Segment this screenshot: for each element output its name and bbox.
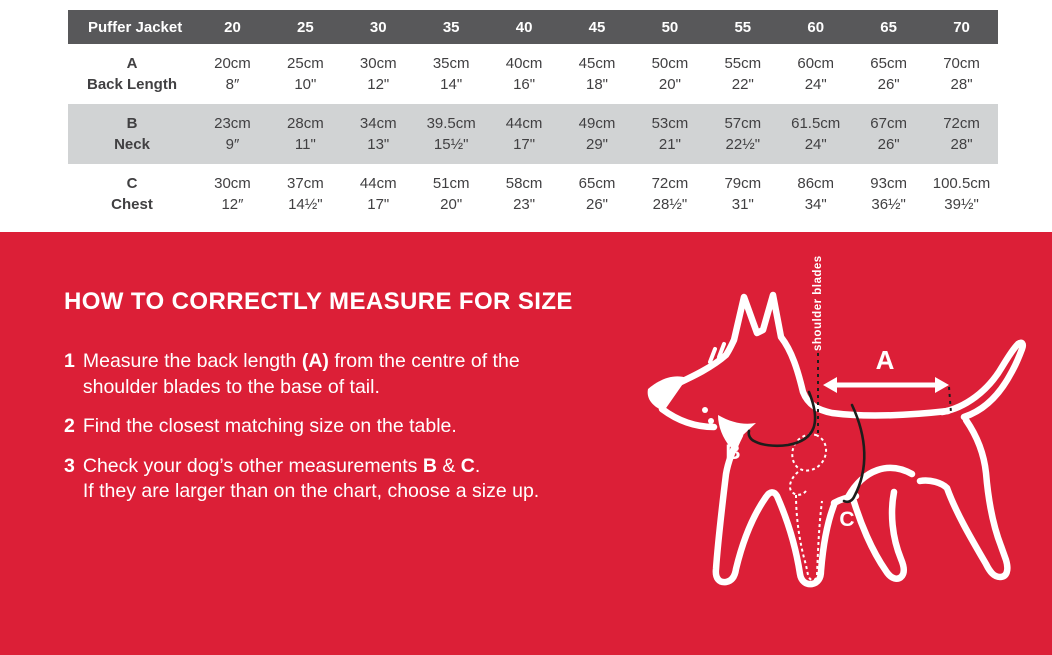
cell-cm: 72cm — [943, 115, 980, 132]
cell-inch: 9″ — [225, 136, 240, 153]
cell-cm: 25cm — [287, 55, 324, 72]
row-name: Chest — [111, 196, 153, 213]
cell-inch: 12″ — [221, 196, 244, 213]
step-line — [83, 479, 539, 505]
cell-inch: 28" — [950, 136, 973, 153]
cell-inch: 20" — [658, 76, 681, 93]
cell-inch: 34" — [804, 196, 827, 213]
table-cell — [925, 173, 998, 215]
cell-inch: 39½" — [944, 196, 979, 213]
cell-cm: 35cm — [432, 55, 470, 72]
table-row — [68, 164, 998, 224]
cell-inch: 13" — [367, 136, 390, 153]
cell-cm: 67cm — [870, 115, 907, 132]
table-cell — [269, 113, 342, 155]
table-cell — [852, 173, 925, 215]
cell-inch: 26" — [877, 76, 900, 93]
shoulder-joint-dotted-outline — [790, 472, 806, 495]
step-segment: If they are larger than on the chart, choose a size up. — [82, 480, 540, 502]
table-cell — [706, 53, 779, 95]
cell-cm: 39.5cm — [426, 115, 476, 132]
cell-cm: 65cm — [578, 175, 616, 192]
table-header-size: 65 — [880, 18, 897, 36]
table-header-size: 25 — [297, 18, 314, 36]
row-label-cell — [68, 53, 196, 95]
instruction-step — [64, 349, 624, 400]
table-cell — [196, 53, 269, 95]
cell-inch: 14" — [440, 76, 463, 93]
table-header-size: 60 — [807, 18, 825, 36]
step-segment: C — [460, 454, 475, 477]
cell-inch: 11" — [294, 136, 316, 153]
cell-cm: 45cm — [578, 55, 616, 72]
cell-cm: 44cm — [359, 175, 397, 192]
step-number: 1 — [64, 350, 75, 372]
label-a: A — [875, 345, 895, 375]
instruction-step — [64, 414, 624, 440]
cell-cm: 53cm — [651, 115, 689, 132]
row-label-cell — [68, 113, 196, 155]
cell-cm: 37cm — [287, 175, 324, 192]
dog-head-back-outline — [654, 295, 948, 416]
step-segment: B — [422, 454, 437, 477]
table-cell — [415, 113, 488, 155]
step-segment: Check your dog’s other measurements — [82, 454, 423, 477]
cell-inch: 22½" — [725, 136, 761, 153]
row-letter: C — [126, 175, 138, 192]
table-cell — [561, 113, 634, 155]
table-cell — [488, 113, 561, 155]
cell-cm: 30cm — [214, 175, 251, 192]
dog-tail — [942, 343, 1023, 417]
table-body — [68, 44, 998, 224]
instruction-steps — [64, 349, 624, 519]
cell-cm: 58cm — [505, 175, 543, 192]
step-line — [83, 454, 539, 480]
cell-inch: 28" — [950, 76, 973, 93]
step-line — [83, 375, 520, 401]
cell-inch: 29" — [585, 136, 608, 153]
table-row — [68, 104, 998, 164]
table-cell — [415, 173, 488, 215]
table-cell — [561, 173, 634, 215]
cell-inch: 31" — [731, 196, 754, 213]
cell-inch: 24" — [804, 76, 827, 93]
table-cell — [779, 173, 852, 215]
label-c: C — [839, 508, 855, 531]
dog-nose-patch — [648, 376, 687, 411]
table-cell — [488, 53, 561, 95]
step-segment: (A) — [301, 350, 329, 372]
table-cell — [779, 113, 852, 155]
cell-cm: 70cm — [943, 55, 980, 72]
table-header-label: Puffer Jacket — [88, 18, 183, 36]
cell-cm: 72cm — [651, 175, 689, 192]
table-cell — [269, 173, 342, 215]
table-header-size: 45 — [588, 18, 606, 36]
table-header-size: 55 — [734, 18, 752, 36]
cell-cm: 57cm — [724, 115, 762, 132]
cell-inch: 21" — [658, 136, 681, 153]
cell-cm: 34cm — [359, 115, 397, 132]
cell-inch: 28½" — [652, 196, 688, 213]
cell-cm: 86cm — [797, 175, 835, 192]
size-table — [68, 10, 998, 224]
cell-cm: 65cm — [870, 55, 907, 72]
table-cell — [633, 113, 706, 155]
table-header-row — [68, 10, 998, 44]
cell-cm: 23cm — [214, 115, 251, 132]
cell-cm: 40cm — [505, 55, 543, 72]
cell-cm: 44cm — [505, 115, 543, 132]
table-cell — [561, 53, 634, 95]
dog-near-rear-leg — [852, 492, 904, 579]
table-cell — [706, 173, 779, 215]
cell-cm: 60cm — [797, 55, 835, 72]
cell-cm: 51cm — [432, 175, 470, 192]
table-cell — [779, 53, 852, 95]
cell-cm: 100.5cm — [932, 175, 991, 192]
cell-inch: 8″ — [225, 76, 240, 93]
step-text — [83, 414, 457, 440]
table-cell — [852, 113, 925, 155]
table-cell — [488, 173, 561, 215]
table-header-size: 40 — [515, 18, 533, 36]
back-length-arrowhead-left — [823, 377, 837, 393]
table-cell — [342, 53, 415, 95]
step-line — [83, 349, 520, 375]
step-segment: & — [436, 454, 461, 477]
table-cell — [633, 173, 706, 215]
cell-cm: 20cm — [214, 55, 251, 72]
label-b: B — [725, 441, 741, 464]
step-segment: shoulder blades to the base of tail. — [82, 375, 380, 398]
table-header-size: 70 — [953, 18, 970, 36]
cell-inch: 14½" — [288, 196, 323, 213]
cell-cm: 93cm — [870, 175, 907, 192]
step-segment: Find the closest matching size on the table. — [82, 415, 457, 437]
shoulder-blades-label: shoulder blades — [812, 255, 824, 351]
table-header-size: 20 — [224, 18, 241, 36]
row-label-cell — [68, 173, 196, 215]
row-name: Neck — [114, 136, 150, 153]
table-cell — [633, 53, 706, 95]
cell-inch: 17" — [513, 136, 536, 153]
cell-inch: 17" — [367, 196, 390, 213]
cell-cm: 30cm — [359, 55, 397, 72]
table-cell — [852, 53, 925, 95]
cell-cm: 55cm — [724, 55, 762, 72]
cell-inch: 15½" — [433, 136, 469, 153]
measure-guide-section — [0, 232, 1052, 655]
step-line — [83, 414, 457, 440]
table-header-size: 30 — [369, 18, 387, 36]
cell-inch: 10" — [294, 76, 317, 93]
row-letter: A — [126, 55, 138, 72]
step-number: 3 — [64, 454, 75, 477]
cell-cm: 79cm — [724, 175, 762, 192]
table-cell — [342, 173, 415, 215]
dog-measurement-diagram — [620, 245, 1052, 655]
table-cell — [342, 113, 415, 155]
table-cell — [925, 113, 998, 155]
dog-far-rear-leg — [920, 420, 1007, 577]
table-cell — [706, 113, 779, 155]
step-segment: . — [474, 454, 481, 477]
cell-cm: 49cm — [578, 115, 616, 132]
step-segment: from the centre of the — [328, 350, 520, 372]
table-header-size: 50 — [661, 18, 679, 36]
cell-inch: 24" — [804, 136, 827, 153]
table-cell — [415, 53, 488, 95]
cell-inch: 20" — [440, 196, 463, 213]
cell-inch: 16" — [513, 76, 536, 93]
cell-inch: 23" — [513, 196, 536, 213]
instruction-step — [64, 454, 624, 505]
table-header-size: 35 — [442, 18, 460, 36]
guide-title: HOW TO CORRECTLY MEASURE FOR SIZE — [64, 288, 573, 315]
cell-inch: 26" — [877, 136, 900, 153]
step-text — [83, 454, 539, 505]
cell-cm: 28cm — [287, 115, 324, 132]
dog-freckle-1 — [702, 407, 708, 413]
cell-inch: 26" — [585, 196, 608, 213]
cell-cm: 50cm — [651, 55, 689, 72]
step-number: 2 — [64, 415, 75, 437]
row-name: Back Length — [86, 76, 177, 93]
back-length-arrowhead-right — [935, 377, 949, 393]
table-cell — [196, 173, 269, 215]
table-row — [68, 44, 998, 104]
cell-inch: 36½" — [871, 196, 906, 213]
table-cell — [925, 53, 998, 95]
table-cell — [269, 53, 342, 95]
cell-inch: 12" — [367, 76, 390, 93]
step-segment: Measure the back length — [82, 350, 302, 372]
dog-freckle-2 — [708, 418, 714, 424]
row-letter: B — [126, 115, 138, 132]
table-cell — [196, 113, 269, 155]
shoulder-blade-dotted-outline — [792, 434, 826, 470]
cell-inch: 18" — [585, 76, 608, 93]
cell-cm: 61.5cm — [791, 115, 841, 132]
cell-inch: 22" — [731, 76, 754, 93]
step-text — [83, 349, 520, 400]
